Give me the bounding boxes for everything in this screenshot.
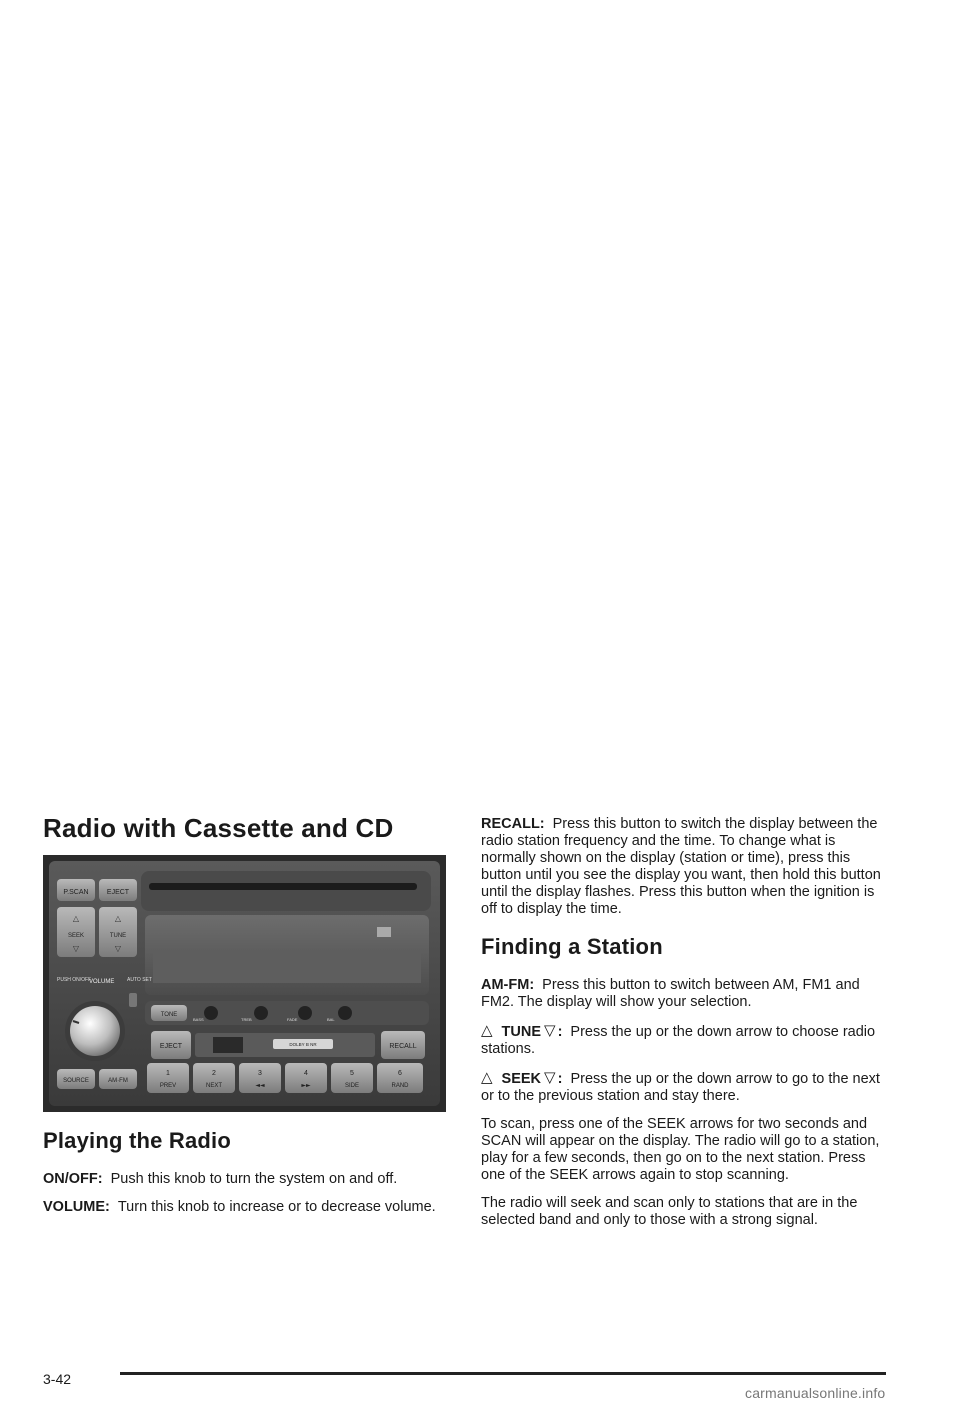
amfm-text: Press this button to switch between AM, FM1 and FM2. The display will show your selection. <box>481 977 860 1010</box>
playing-section <box>43 1128 453 1227</box>
svg-text:◄◄: ◄◄ <box>255 1082 265 1089</box>
preset-2-button[interactable] <box>193 1063 235 1093</box>
svg-text:AM·FM: AM·FM <box>108 1078 128 1084</box>
seek-button[interactable] <box>57 907 95 957</box>
svg-text:SEEK: SEEK <box>67 933 85 939</box>
finding-heading: Finding a Station <box>481 934 663 959</box>
fade-label: FADE <box>287 1017 298 1022</box>
svg-text:4: 4 <box>304 1070 308 1077</box>
svg-text:5: 5 <box>350 1070 354 1077</box>
svg-text:P.SCAN: P.SCAN <box>63 889 89 896</box>
volume-entry <box>43 1199 453 1216</box>
source-button[interactable] <box>57 1069 95 1089</box>
volume-term: VOLUME: <box>43 1199 110 1215</box>
tune-text: Press the up or the down arrow to choose radio stations. <box>481 1024 876 1057</box>
seek-down-arrow-icon: ▽ <box>544 1068 556 1086</box>
svg-text:6: 6 <box>398 1070 402 1077</box>
preset-6-button[interactable] <box>377 1063 423 1093</box>
recall-entry <box>481 816 891 918</box>
tune-term: TUNE <box>501 1024 542 1040</box>
amfm-button[interactable] <box>99 1069 137 1089</box>
treb-label: TREB <box>241 1017 252 1022</box>
onoff-entry <box>43 1171 453 1188</box>
svg-text:TONE: TONE <box>160 1012 178 1018</box>
auto-set-label: AUTO SET <box>127 977 152 983</box>
seek-colon: : <box>557 1071 563 1087</box>
svg-text:△: △ <box>72 914 80 923</box>
amfm-entry <box>481 977 891 1011</box>
tune-colon: : <box>557 1024 563 1040</box>
pscan-button[interactable] <box>57 879 95 901</box>
svg-text:▽: ▽ <box>72 944 80 953</box>
svg-text:EJECT: EJECT <box>106 889 130 896</box>
svg-text:PREV: PREV <box>159 1083 177 1089</box>
svg-text:△: △ <box>114 914 122 923</box>
scan-paragraph: To scan, press one of the SEEK arrows for two seconds and SCAN will appear on the display. The radio will go to a station, play for a few seconds, then go on to the next station. Press one of the SEEK arrows again to stop scanning. <box>481 1116 880 1183</box>
tune-button[interactable] <box>99 907 137 957</box>
svg-text:EJECT: EJECT <box>159 1043 183 1050</box>
section-title: Radio with Cassette and CD <box>43 813 394 843</box>
volume-label: VOLUME <box>89 979 115 985</box>
svg-text:SIDE: SIDE <box>344 1083 360 1089</box>
tune-up-arrow-icon: △ <box>481 1021 493 1039</box>
tone-button[interactable] <box>151 1005 187 1021</box>
seek-term: SEEK <box>501 1071 542 1087</box>
seek-text: Press the up or the down arrow to go to the next or to the previous station and stay there. <box>481 1071 880 1104</box>
svg-text:▽: ▽ <box>114 944 122 953</box>
recall-term: RECALL: <box>481 816 545 832</box>
push-on-off-label: PUSH ON/OFF <box>57 977 92 983</box>
strong-signal-paragraph: The radio will seek and scan only to stations that are in the selected band and only to those with a strong signal. <box>481 1195 858 1228</box>
bass-knob[interactable] <box>204 1006 218 1020</box>
preset-3-button[interactable] <box>239 1063 281 1093</box>
page-number: 3-42 <box>43 1371 72 1387</box>
bal-label: BAL <box>327 1017 335 1022</box>
onoff-text: Push this knob to turn the system on and off. <box>110 1171 398 1187</box>
svg-text:RAND: RAND <box>391 1083 409 1089</box>
dolby-label: DOLBY B NR <box>289 1042 317 1047</box>
recall-button[interactable] <box>381 1031 425 1059</box>
eject-tape-button[interactable] <box>151 1031 191 1059</box>
preset-5-button[interactable] <box>331 1063 373 1093</box>
volume-knob[interactable] <box>65 1001 125 1061</box>
radio-photo <box>43 855 446 1112</box>
recall-text: Press this button to switch the display between the radio station frequency and the time. To change what is normally shown on the display (station or time), press this button until you see the display you want, then hold this button until the display flashes. Press this button when the ignition is off to display the time. <box>481 816 881 917</box>
svg-text:3: 3 <box>258 1070 262 1077</box>
right-column <box>481 816 891 1240</box>
volume-text: Turn this knob to increase or to decrease volume. <box>117 1199 436 1215</box>
svg-text:2: 2 <box>212 1070 216 1077</box>
onoff-term: ON/OFF: <box>43 1171 103 1187</box>
svg-text:SOURCE: SOURCE <box>63 1078 89 1084</box>
watermark: carmanualsonline.info <box>745 1385 886 1401</box>
tune-down-arrow-icon: ▽ <box>544 1021 556 1039</box>
tune-entry <box>481 1022 891 1058</box>
svg-text:RECALL: RECALL <box>389 1043 417 1050</box>
fade-knob[interactable] <box>298 1006 312 1020</box>
svg-text:1: 1 <box>166 1070 170 1077</box>
bal-knob[interactable] <box>338 1006 352 1020</box>
svg-text:NEXT: NEXT <box>205 1083 223 1089</box>
eject-cd-button[interactable] <box>99 879 137 901</box>
preset-4-button[interactable] <box>285 1063 327 1093</box>
svg-text:►►: ►► <box>301 1082 311 1089</box>
preset-1-button[interactable] <box>147 1063 189 1093</box>
footer-rule <box>120 1372 886 1375</box>
playing-heading: Playing the Radio <box>43 1128 231 1153</box>
svg-text:TUNE: TUNE <box>109 933 127 939</box>
amfm-term: AM-FM: <box>481 977 535 993</box>
seek-up-arrow-icon: △ <box>481 1068 493 1086</box>
auto-set-button[interactable] <box>129 993 137 1007</box>
bass-label: BASS <box>193 1017 204 1022</box>
treb-knob[interactable] <box>254 1006 268 1020</box>
seek-entry <box>481 1069 891 1105</box>
